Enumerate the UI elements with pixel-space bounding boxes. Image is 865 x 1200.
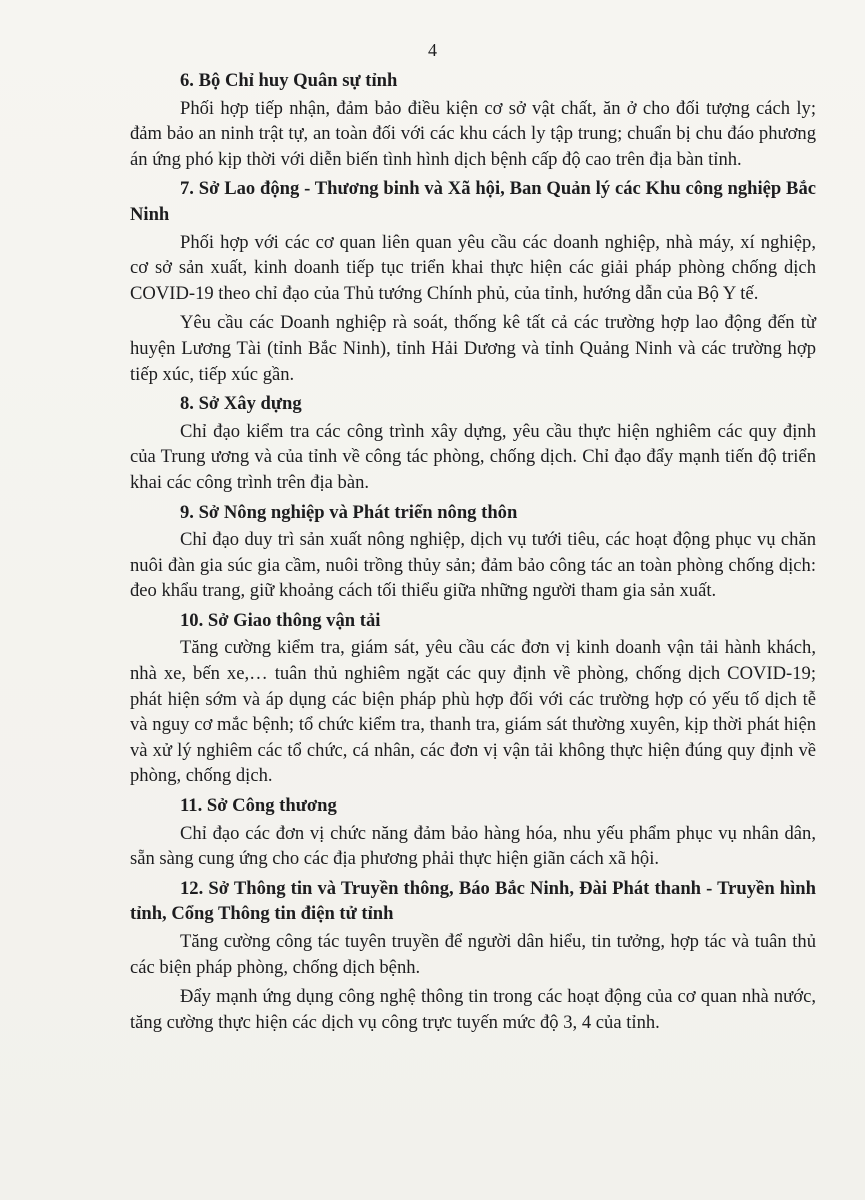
section-heading: 10. Sở Giao thông vận tải [180, 609, 381, 631]
section-heading: 12. Sở Thông tin và Truyền thông, Báo Bắc Ninh, Đài Phát thanh - Truyền hình tỉnh, Cổng Thông tin điện tử tỉnh [130, 877, 816, 925]
section-paragraph: Yêu cầu các Doanh nghiệp rà soát, thống kê tất cả các trường hợp lao động đến từ huyện Lương Tài (tỉnh Bắc Ninh), tỉnh Hải Dương và tỉnh Quảng Ninh và các trường hợp tiếp xúc, tiếp xúc gần. [130, 312, 816, 385]
section-10 [130, 608, 816, 789]
page-number: 4 [428, 40, 437, 60]
section-heading: 7. Sở Lao động - Thương binh và Xã hội, Ban Quản lý các Khu công nghiệp Bắc Ninh [130, 178, 816, 225]
section-7 [130, 176, 816, 387]
section-heading: 6. Bộ Chỉ huy Quân sự tỉnh [180, 70, 398, 91]
section-paragraph: Chỉ đạo các đơn vị chức năng đảm bảo hàng hóa, nhu yếu phẩm phục vụ nhân dân, sẵn sàng cung ứng cho các địa phương phải thực hiện giãn cách xã hội. [130, 822, 816, 870]
section-paragraph: Tăng cường công tác tuyên truyền để người dân hiểu, tin tưởng, hợp tác và tuân thủ các biện pháp phòng, chống dịch bệnh. [130, 931, 816, 978]
section-heading: 8. Sở Xây dựng [180, 393, 302, 415]
section-heading: 11. Sở Công thương [180, 795, 337, 817]
section-9 [130, 500, 816, 604]
section-paragraph: Chỉ đạo duy trì sản xuất nông nghiệp, dịch vụ tưới tiêu, các hoạt động phục vụ chăn nuôi đàn gia súc gia cầm, nuôi trồng thủy sản; đảm bảo công tác an toàn phòng chống dịch: đeo khẩu trang, giữ khoảng cách tối thiểu giữa những người tham gia sản xuất. [130, 529, 816, 602]
section-paragraph: Đẩy mạnh ứng dụng công nghệ thông tin trong các hoạt động của cơ quan nhà nước, tăng cường thực hiện các dịch vụ công trực tuyến mức độ 3, 4 của tỉnh. [130, 986, 816, 1033]
section-paragraph: Phối hợp với các cơ quan liên quan yêu cầu các doanh nghiệp, nhà máy, xí nghiệp, cơ sở sản xuất, kinh doanh tiếp tục triển khai thực hiện các giải pháp phòng chống dịch COVID-19 theo chỉ đạo của Thủ tướng Chính phủ, của tỉnh, hướng dẫn của Bộ Y tế. [130, 231, 816, 304]
section-11 [130, 793, 816, 872]
section-paragraph: Tăng cường kiểm tra, giám sát, yêu cầu các đơn vị kinh doanh vận tải hành khách, nhà xe, bến xe,… tuân thủ nghiêm ngặt các quy định về phòng, chống dịch COVID-19; phát hiện sớm và áp dụng các biện pháp phù hợp đối với các trường hợp có yếu tố dịch tễ và nguy cơ mắc bệnh; tổ chức kiểm tra, thanh tra, giám sát thường xuyên, kịp thời phát hiện và xử lý nghiêm các tổ chức, cá nhân, các đơn vị vận tải không thực hiện đúng quy định về phòng, chống dịch. [130, 637, 816, 787]
section-paragraph: Chỉ đạo kiểm tra các công trình xây dựng, yêu cầu thực hiện nghiêm các quy định của Trung ương và của tỉnh về công tác phòng, chống dịch. Chỉ đạo đẩy mạnh tiến độ triển khai các công trình trên địa bàn. [130, 420, 816, 493]
section-6 [130, 68, 816, 172]
document-body [130, 68, 816, 1039]
section-8 [130, 391, 816, 495]
section-12 [130, 876, 816, 1036]
section-heading: 9. Sở Nông nghiệp và Phát triển nông thôn [180, 501, 518, 523]
section-paragraph: Phối hợp tiếp nhận, đảm bảo điều kiện cơ sở vật chất, ăn ở cho đối tượng cách ly; đảm bảo an ninh trật tự, an toàn đối với các khu cách ly tập trung; chuẩn bị chu đáo phương án ứng phó kịp thời với diễn biến tình hình dịch bệnh cấp độ cao trên địa bàn tỉnh. [130, 97, 816, 170]
